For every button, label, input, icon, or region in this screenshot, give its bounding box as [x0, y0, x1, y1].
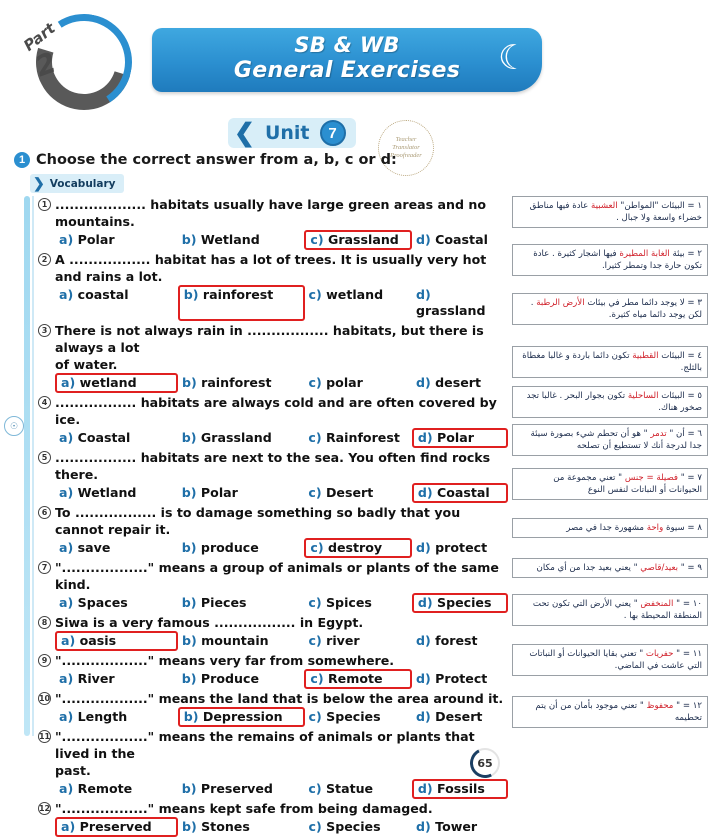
note-index: ١٢ — [692, 701, 702, 711]
option-correct[interactable] — [55, 817, 178, 837]
option-label: desert — [430, 375, 481, 390]
unit-pill — [228, 118, 356, 148]
note-text-before: = لا يوجد دائما مطر في بيئات — [584, 298, 698, 308]
option-letter: b) — [183, 709, 199, 724]
option-letter: b) — [181, 781, 197, 796]
question-item — [38, 322, 508, 392]
option[interactable] — [178, 632, 305, 650]
option-letter: c) — [308, 819, 322, 834]
note-index: ٢ — [697, 249, 702, 259]
note-index: ٨ — [697, 523, 702, 533]
options-row — [38, 594, 508, 612]
option-letter: c) — [310, 540, 324, 555]
note-text-after: مشهورة جدا في مصر — [566, 523, 647, 533]
option-label: Depression — [198, 709, 283, 724]
option-letter: c) — [308, 287, 322, 302]
note-text-before: = البيئات — [658, 351, 698, 361]
option[interactable] — [305, 708, 412, 726]
question-stem — [38, 800, 508, 817]
option[interactable] — [412, 670, 508, 688]
options-row — [38, 231, 508, 249]
note-highlight-term: فصيلة = جنس — [624, 473, 679, 483]
chevron-right-icon: ❯ — [33, 175, 45, 191]
note-text-after: فيها اشجار كثيرة . عادة تكون حارة جدا وتمطر كثيرا. — [533, 249, 702, 271]
option[interactable] — [412, 708, 508, 726]
option[interactable] — [304, 780, 411, 798]
question-stem — [38, 504, 508, 538]
option[interactable] — [178, 594, 305, 612]
option-letter: a) — [59, 540, 74, 555]
note-text-before: = " — [673, 701, 693, 711]
option-label: produce — [196, 540, 259, 555]
stamp-line-2: Translator — [392, 144, 420, 151]
question-text-continued: past. — [55, 763, 91, 778]
instruction-text: Choose the correct answer from a, b, c or d: — [36, 152, 397, 168]
option-letter: a) — [61, 819, 76, 834]
option-label: Produce — [196, 671, 260, 686]
option-letter: a) — [61, 633, 76, 648]
note-text-after: تكون دائما باردة و غالبا مغطاة بالثلج. — [522, 351, 702, 373]
option-correct[interactable] — [178, 707, 305, 727]
option-correct[interactable] — [412, 483, 508, 503]
option[interactable] — [412, 539, 508, 557]
note-index: ١ — [697, 201, 702, 211]
option-correct[interactable] — [55, 631, 178, 651]
arabic-note — [512, 558, 708, 578]
options-row — [38, 818, 508, 836]
option-label: Preserved — [196, 781, 273, 796]
option-letter: b) — [181, 540, 197, 555]
note-text-after: " يعني الأرض التي تكون تحت المنطقة المحيطة بها . — [532, 599, 702, 621]
stamp-line-3: Proofreader — [390, 152, 422, 159]
option[interactable] — [412, 374, 508, 392]
options-row — [38, 780, 508, 798]
option-letter: a) — [59, 232, 74, 247]
option[interactable] — [55, 670, 178, 688]
question-stem — [38, 728, 508, 762]
note-highlight-term: الغابة المطيرة — [619, 249, 670, 259]
banner-title — [152, 33, 542, 83]
question-item — [38, 251, 508, 320]
note-highlight-term: القطبية — [632, 351, 659, 361]
option-label: Species — [321, 819, 381, 834]
option-correct[interactable] — [412, 593, 508, 613]
note-highlight-term: العشبية — [591, 201, 618, 211]
option-letter: b) — [181, 430, 197, 445]
option-label: forest — [430, 633, 478, 648]
question-item — [38, 449, 508, 502]
option-letter: d) — [416, 709, 431, 724]
note-highlight-term: بعيد/قاصي — [640, 563, 679, 573]
instruction-row — [14, 152, 397, 168]
note-text-before: = البيئات "المواطن" — [617, 201, 698, 211]
note-text-before: = سيوة — [663, 523, 698, 533]
note-text-after: تكون بجوار البحر . غالبا تجد صخور هناك. — [526, 391, 702, 413]
question-item — [38, 690, 508, 726]
question-stem — [38, 196, 508, 230]
note-highlight-term: واحة — [646, 523, 664, 533]
options-row — [38, 429, 508, 447]
option[interactable] — [304, 429, 411, 447]
option-letter: c) — [308, 430, 322, 445]
arabic-note — [512, 696, 708, 728]
option-correct[interactable] — [178, 285, 305, 321]
arabic-note — [512, 468, 708, 500]
note-highlight-term: تدمر — [650, 429, 667, 439]
question-number-bullet: 6 — [38, 506, 51, 519]
option-correct[interactable] — [55, 373, 178, 393]
question-item — [38, 504, 508, 557]
question-number-bullet: 11 — [38, 732, 51, 741]
option-letter: b) — [181, 485, 197, 500]
question-text: ".................." means a group of animals or plants of the same kind. — [55, 560, 499, 592]
arabic-note — [512, 594, 708, 626]
option[interactable] — [178, 231, 305, 249]
option-label: Statue — [321, 781, 374, 796]
option-label: Protect — [430, 671, 488, 686]
question-item — [38, 559, 508, 612]
option-letter: d) — [416, 375, 431, 390]
option[interactable] — [55, 484, 178, 502]
option-label: Species — [321, 709, 381, 724]
option-label: Coastal — [430, 232, 488, 247]
question-number-bullet: 2 — [38, 253, 51, 266]
option[interactable] — [178, 818, 305, 836]
note-text-after: " هو أن تحطم شيء بصورة سيئة جدا لدرجة أنك لا تستطيع أن تصلحه — [530, 429, 702, 451]
option-label: Desert — [430, 709, 483, 724]
arabic-note — [512, 424, 708, 456]
question-item — [38, 196, 508, 249]
arabic-note — [512, 346, 708, 378]
question-text: ................... habitats usually have large green areas and no mountains. — [55, 197, 486, 229]
question-number-bullet: 1 — [38, 198, 51, 211]
option-label: save — [73, 540, 111, 555]
question-text: ................. habitats are next to the sea. You often find rocks there. — [55, 450, 491, 482]
option-label: Coastal — [432, 485, 490, 500]
option-letter: a) — [59, 485, 74, 500]
question-text: ".................." means very far from somewhere. — [55, 653, 395, 668]
question-text: There is not always rain in ................. habitats, but there is always a lot — [55, 323, 484, 355]
options-row — [38, 374, 508, 392]
option-label: Wetland — [196, 232, 260, 247]
note-index: ٦ — [697, 429, 702, 439]
option[interactable] — [412, 632, 508, 650]
options-row — [38, 484, 508, 502]
option-letter: b) — [181, 232, 197, 247]
question-number-bullet: 7 — [38, 561, 51, 574]
question-text: ".................." means the remains of animals or plants that lived in the — [55, 729, 475, 761]
option-label: Tower — [430, 819, 478, 834]
question-stem — [38, 652, 508, 669]
option-label: Polar — [73, 232, 115, 247]
option-letter: c) — [308, 709, 322, 724]
option-label: rainforest — [198, 287, 274, 302]
option-letter: c) — [310, 671, 324, 686]
question-number-bullet: 3 — [38, 324, 51, 337]
option-label: Spaces — [73, 595, 128, 610]
option[interactable] — [178, 429, 305, 447]
note-text-before: = البيئات — [658, 391, 698, 401]
option-label: River — [73, 671, 115, 686]
arabic-note — [512, 196, 708, 228]
crescent-moon-icon: ☾ — [498, 39, 529, 77]
option-letter: a) — [59, 430, 74, 445]
option[interactable] — [55, 539, 178, 557]
questions-list — [38, 196, 508, 838]
option[interactable] — [412, 231, 508, 249]
option-letter: a) — [59, 595, 74, 610]
option-label: wetland — [75, 375, 137, 390]
option-letter: b) — [181, 819, 197, 834]
stamp-line-1: Teacher — [395, 136, 417, 143]
arabic-note — [512, 386, 708, 418]
option-label: Stones — [196, 819, 250, 834]
option[interactable] — [55, 286, 178, 320]
question-stem — [38, 251, 508, 285]
options-row — [38, 286, 508, 320]
option-letter: b) — [181, 595, 197, 610]
options-row — [38, 708, 508, 726]
option[interactable] — [178, 780, 305, 798]
note-index: ١١ — [692, 649, 702, 659]
bracket-icon: ❮ — [234, 119, 255, 147]
question-text: Siwa is a very famous ................. in Egypt. — [55, 615, 364, 630]
option-letter: a) — [59, 287, 74, 302]
section-vocabulary — [30, 174, 124, 193]
options-row — [38, 632, 508, 650]
option-label: Grassland — [196, 430, 272, 445]
note-highlight-term: محفوظ — [646, 701, 674, 711]
margin-annotation-icon: ☉ — [4, 416, 24, 436]
option-label: destroy — [323, 540, 383, 555]
part-number: 2 — [30, 45, 61, 84]
option-letter: b) — [181, 375, 197, 390]
arabic-note — [512, 293, 708, 325]
option-letter: a) — [59, 709, 74, 724]
question-item — [38, 614, 508, 650]
option-letter: d) — [416, 671, 431, 686]
left-margin-rule-thin — [32, 196, 34, 736]
option[interactable] — [55, 429, 178, 447]
question-stem — [38, 322, 508, 356]
option-letter: d) — [417, 595, 433, 610]
question-item — [38, 800, 508, 836]
option-letter: b) — [181, 671, 197, 686]
note-text-before: = " — [678, 563, 698, 573]
unit-label: Unit — [264, 122, 310, 144]
option-label: Desert — [321, 485, 374, 500]
question-item — [38, 652, 508, 688]
option-label: coastal — [73, 287, 129, 302]
question-text: To ................. is to damage something so badly that you cannot repair it. — [55, 505, 461, 537]
option-label: Remote — [73, 781, 133, 796]
option-letter: c) — [308, 595, 322, 610]
option-label: polar — [321, 375, 363, 390]
question-stem — [38, 449, 508, 483]
option[interactable] — [178, 539, 305, 557]
question-number-bullet: 10 — [38, 694, 51, 703]
unit-number-badge: 7 — [320, 120, 346, 146]
option-label: grassland — [416, 303, 486, 318]
question-text: ................. habitats are always cold and are often covered by ice. — [55, 395, 497, 427]
note-text-after: . لكن يوجد دائما مياه كثيرة. — [530, 298, 702, 320]
options-row — [38, 539, 508, 557]
option-letter: d) — [417, 485, 433, 500]
section-label: Vocabulary — [49, 177, 116, 190]
question-number-bullet: 9 — [38, 654, 51, 667]
note-text-before: = " — [678, 473, 698, 483]
option-letter: a) — [59, 671, 74, 686]
option-label: Polar — [432, 430, 474, 445]
note-text-before: = بيئة — [669, 249, 698, 259]
option-label: oasis — [75, 633, 117, 648]
note-index: ٩ — [697, 563, 702, 573]
banner-title-line1: SB & WB — [294, 33, 400, 57]
note-text-after: عادة فيها مناطق خضراء واسعة ولا جبال . — [529, 201, 702, 223]
arabic-note — [512, 244, 708, 276]
option[interactable] — [55, 708, 178, 726]
left-margin-rule — [24, 196, 30, 736]
note-text-before: = أن " — [666, 429, 698, 439]
option-label: river — [321, 633, 360, 648]
option-letter: a) — [59, 781, 74, 796]
arabic-note — [512, 518, 708, 538]
option-correct[interactable] — [304, 230, 412, 250]
note-text-before: = " — [673, 649, 693, 659]
question-number-bullet: 5 — [38, 451, 51, 464]
note-index: ٧ — [697, 473, 702, 483]
option-letter: c) — [308, 633, 322, 648]
question-text: ".................." means kept safe from being damaged. — [55, 801, 433, 816]
page-number: 65 — [477, 756, 493, 770]
question-item — [38, 728, 508, 798]
option-label: Species — [432, 595, 492, 610]
option-letter: d) — [416, 633, 431, 648]
option-label: Rainforest — [321, 430, 400, 445]
option-label: Remote — [323, 671, 383, 686]
page-header — [0, 0, 720, 112]
option-label: Length — [73, 709, 128, 724]
options-row — [38, 670, 508, 688]
option-label: Wetland — [73, 485, 137, 500]
note-text-after: " تعني بقايا الحيوانات أو النباتات التي عاشت في الماضي. — [529, 649, 702, 671]
option-label: Polar — [196, 485, 238, 500]
option-label: mountain — [196, 633, 269, 648]
question-stem — [38, 394, 508, 428]
option-letter: d) — [416, 540, 431, 555]
option[interactable] — [178, 374, 305, 392]
title-banner — [152, 28, 542, 92]
option-letter: d) — [417, 781, 433, 796]
question-text-continued: of water. — [55, 357, 118, 372]
note-index: ١٠ — [692, 599, 702, 609]
note-text-after: " يعني بعيد جدا من أي مكان — [536, 563, 641, 573]
option-letter: c) — [308, 485, 322, 500]
part-label: Part — [20, 19, 59, 55]
note-text-after: " تعني موجود بأمان من أن يتم تحطيمه — [535, 701, 702, 723]
option[interactable] — [304, 594, 411, 612]
arabic-note — [512, 644, 708, 676]
option-correct[interactable] — [304, 669, 412, 689]
option[interactable] — [55, 594, 178, 612]
option-letter: c) — [310, 232, 324, 247]
unit-row — [0, 118, 520, 152]
option[interactable] — [178, 484, 305, 502]
option-letter: c) — [308, 781, 322, 796]
instruction-number-badge: 1 — [14, 152, 30, 168]
question-stem — [38, 559, 508, 593]
option[interactable] — [412, 286, 508, 320]
question-stem — [38, 614, 508, 631]
option[interactable] — [55, 231, 178, 249]
question-number-bullet: 4 — [38, 396, 51, 409]
question-item — [38, 394, 508, 447]
option-label: Preserved — [75, 819, 152, 834]
option-letter: d) — [416, 287, 431, 302]
option[interactable] — [305, 632, 412, 650]
note-index: ٣ — [697, 298, 702, 308]
note-text-before: = " — [673, 599, 693, 609]
option-letter: a) — [61, 375, 76, 390]
note-highlight-term: الأرض الرطبة — [536, 298, 585, 308]
option-label: Fossils — [432, 781, 485, 796]
note-text-after: " تعني مجموعة من الحيوانات أو النباتات لنفس النوع — [553, 473, 702, 495]
note-index: ٥ — [697, 391, 702, 401]
option-label: Spices — [321, 595, 372, 610]
question-number-bullet: 8 — [38, 616, 51, 629]
option-letter: d) — [416, 232, 431, 247]
option[interactable] — [304, 484, 411, 502]
question-stem — [38, 690, 508, 707]
note-highlight-term: حفريات — [645, 649, 674, 659]
note-highlight-term: الساحلية — [627, 391, 659, 401]
option-correct[interactable] — [412, 779, 508, 799]
question-text: A ................. habitat has a lot of trees. It is usually very hot and rains a lot. — [55, 252, 487, 284]
option[interactable] — [412, 818, 508, 836]
banner-title-line2: General Exercises — [233, 58, 461, 83]
option-label: wetland — [321, 287, 384, 302]
option[interactable] — [305, 286, 412, 320]
option-letter: b) — [181, 633, 197, 648]
option-letter: b) — [183, 287, 199, 302]
option-label: rainforest — [196, 375, 272, 390]
option[interactable] — [305, 818, 412, 836]
option-label: Coastal — [73, 430, 131, 445]
note-index: ٤ — [697, 351, 702, 361]
question-text: ".................." means the land that is below the area around it. — [55, 691, 504, 706]
option[interactable] — [305, 374, 412, 392]
option-label: protect — [430, 540, 488, 555]
option-correct[interactable] — [304, 538, 412, 558]
option-label: Pieces — [196, 595, 247, 610]
question-number-bullet: 12 — [38, 804, 51, 813]
option-label: Grassland — [323, 232, 399, 247]
option[interactable] — [55, 780, 178, 798]
option[interactable] — [178, 670, 305, 688]
option-letter: d) — [417, 430, 433, 445]
page-number-badge — [470, 748, 500, 778]
option-letter: c) — [308, 375, 322, 390]
option-correct[interactable] — [412, 428, 508, 448]
note-highlight-term: المنخفض — [640, 599, 674, 609]
option-letter: d) — [416, 819, 431, 834]
